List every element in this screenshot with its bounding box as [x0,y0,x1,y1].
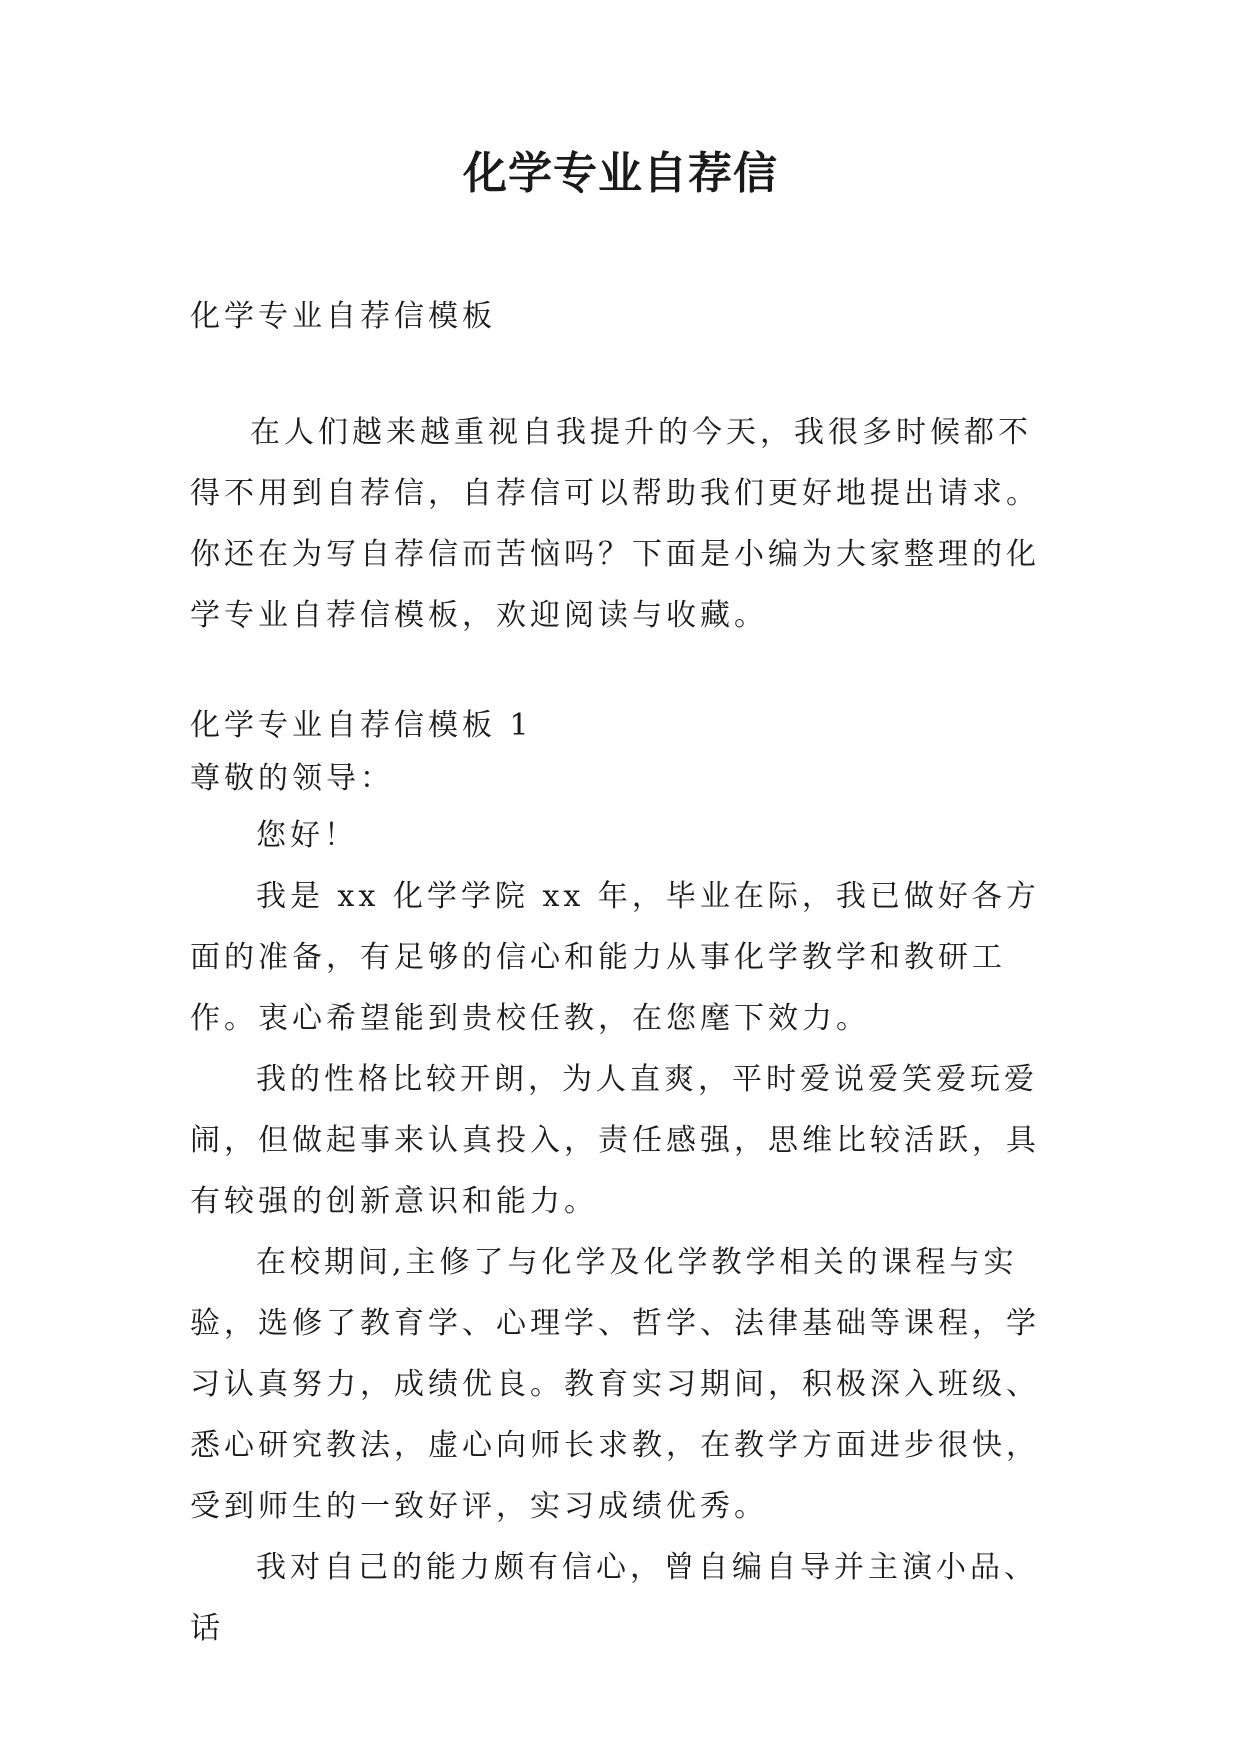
letter-heading: 化学专业自荐信模板 1 [190,708,533,743]
body-paragraph-4: 我对自己的能力颇有信心，曾自编自导并主演小品、话 [190,1550,1038,1646]
document-subtitle: 化学专业自荐信模板 [190,299,496,334]
intro-paragraph: 在人们越来越重视自我提升的今天，我很多时候都不得不用到自荐信，自荐信可以帮助我们更好地提出请求。你还在为写自荐信而苦恼吗？下面是小编为大家整理的化学专业自荐信模板，欢迎阅读与收藏。 [190,415,1040,633]
letter-body [190,699,1052,1659]
salutation: 尊敬的领导： [190,761,394,796]
greeting: 您好！ [256,818,358,853]
body-paragraph-3: 在校期间,主修了与化学及化学教学相关的课程与实验，选修了教育学、心理学、哲学、法律基础等课程，学习认真努力，成绩优良。教育实习期间，积极深入班级、悉心研究教法，虚心向师长求教，在教学方面进步很快，受到师生的一致好评，实习成绩优秀。 [190,1245,1040,1524]
body-paragraph-2: 我的性格比较开朗，为人直爽，平时爱说爱笑爱玩爱闹，但做起事来认真投入，责任感强，思维比较活跃，具有较强的创新意识和能力。 [190,1062,1040,1219]
body-paragraph-1: 我是 xx 化学学院 xx 年，毕业在际，我已做好各方面的准备，有足够的信心和能力从事化学教学和教研工作。衷心希望能到贵校任教，在您麾下效力。 [190,879,1040,1036]
document-title: 化学专业自荐信 [463,148,778,199]
